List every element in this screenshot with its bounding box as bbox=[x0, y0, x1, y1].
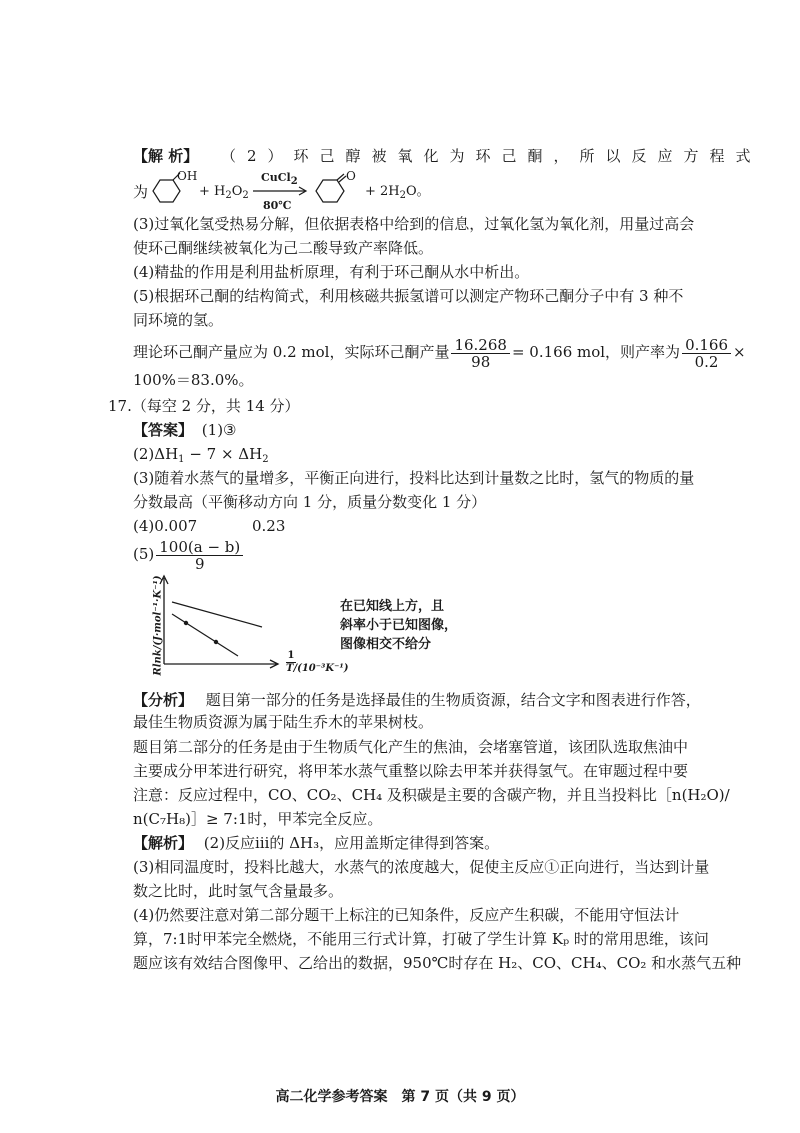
page-footer: 高二化学参考答案 第 7 页（共 9 页） bbox=[275, 1089, 525, 1105]
catalyst-top: CuCl$_2$ bbox=[261, 171, 298, 187]
answer-1-line bbox=[133, 420, 237, 440]
ketone-oxygen-label: O bbox=[346, 169, 356, 183]
analysis-part2-line-2: 主要成分甲苯进行研究，将甲苯水蒸气重整以除去甲苯并获得氢气。在审题过程中要 bbox=[133, 762, 689, 780]
jiexi-3-line-1: (3)相同温度时，投料比越大，水蒸气的浓度越大，促使主反应①正向进行，当达到计量 bbox=[133, 858, 710, 876]
answer-1: (1)③ bbox=[201, 421, 237, 439]
known-point-2 bbox=[214, 640, 218, 644]
equation-prefix: 为 bbox=[133, 183, 149, 201]
fenxi-label: 【分析】 bbox=[133, 691, 194, 709]
yield-times: × bbox=[733, 343, 746, 361]
yield-text-1: 理论环己酮产量应为 0.2 mol，实际环己酮产量 bbox=[133, 343, 450, 361]
jiexi-4-line-3: 题应该有效结合图像甲、乙给出的数据，950℃时存在 H₂、CO、CH₄、CO₂ 和水蒸气五种 bbox=[133, 954, 742, 972]
jiexi-2-line: 【解析】 (2)反应ⅲ的 ΔH₃，应用盖斯定律得到答案。 bbox=[133, 834, 500, 852]
h2o2-reactant: + $H_2O_2$ bbox=[199, 184, 249, 201]
yield-result: 100%＝83.0%。 bbox=[133, 371, 254, 389]
jiexi-4-line-2: 算，7:1时甲苯完全燃烧，不能用三行式计算，打破了学生计算 Kₚ 时的常用思维，该问 bbox=[133, 930, 709, 948]
analysis-section-line-2: 最佳生物质资源为属于陆生乔木的苹果树枝。 bbox=[133, 713, 434, 731]
water-product: + $2H_2O$。 bbox=[365, 184, 430, 201]
reaction-arrow bbox=[253, 186, 309, 196]
answer-4a: (4)0.007 bbox=[133, 517, 198, 535]
analysis-4: (4)精盐的作用是利用盐析原理，有利于环己酮从水中析出。 bbox=[133, 263, 530, 281]
analysis-3-line-1: (3)过氧化氢受热易分解，但依据表格中给到的信息，过氧化氢为氧化剂，用量过高会 bbox=[133, 215, 695, 233]
yield-fraction-2: $\frac{0.166}{0.2}$ bbox=[682, 337, 731, 370]
jiexi-3-line-2: 数之比时，此时氢气含量最多。 bbox=[133, 882, 344, 900]
graph-y-label: Rlnk/(J·mol⁻¹·K⁻¹) bbox=[152, 575, 164, 676]
analysis-section-line-1: 【分析】 题目第一部分的任务是选择最佳的生物质资源，结合文字和图表进行作答， bbox=[133, 691, 701, 709]
graph-x-label: 1 T/(10⁻³K⁻¹) bbox=[286, 650, 349, 674]
known-line bbox=[172, 614, 238, 656]
jiexi-label: 【解析】 bbox=[133, 834, 194, 852]
analysis-part2-line-4: n(C₇H₈)］≥ 7:1时，甲苯完全反应。 bbox=[133, 810, 383, 828]
answer-5-fraction: $\frac{100(a - b)}{9}$ bbox=[156, 539, 243, 572]
analysis-5-line-2: 同环境的氢。 bbox=[133, 311, 224, 329]
analysis-5-line-1: (5)根据环己酮的结构简式，利用核磁共振氢谱可以测定产物环己酮分子中有 3 种不 bbox=[133, 287, 684, 305]
analysis-label: 【解 析】 bbox=[133, 147, 199, 165]
question-17-header: 17.（每空 2 分，共 14 分） bbox=[108, 397, 300, 415]
answer-3-line-2: 分数最高（平衡移动方向 1 分，质量分数变化 1 分） bbox=[133, 493, 487, 511]
yield-calculation bbox=[133, 332, 746, 372]
known-point-1 bbox=[184, 621, 188, 625]
answer-3-line-1: (3)随着水蒸气的量增多，平衡正向进行，投料比达到计量数之比时，氢气的物质的量 bbox=[133, 469, 695, 487]
answer-4b: 0.23 bbox=[251, 517, 286, 535]
jiexi-4-line-1: (4)仍然要注意对第二部分题干上标注的已知条件，反应产生积碳，不能用守恒法计 bbox=[133, 906, 680, 924]
analysis-3-line-2: 使环己酮继续被氧化为己二酸导致产率降低。 bbox=[133, 239, 434, 257]
hydroxyl-label: OH bbox=[177, 169, 198, 183]
analysis-part2-line-1: 题目第二部分的任务是由于生物质气化产生的焦油，会堵塞管道，该团队选取焦油中 bbox=[133, 738, 689, 756]
analysis-part2-line-3: 注意：反应过程中，CO、CO₂、CH₄ 及积碳是主要的含碳产物，并且当投料比［n(H₂O)/ bbox=[133, 786, 730, 804]
analysis-paragraph-2 bbox=[133, 146, 762, 166]
yield-text-2: = 0.166 mol，则产率为 bbox=[511, 343, 681, 361]
answer-4 bbox=[133, 516, 285, 536]
answer-label: 【答案】 bbox=[133, 421, 194, 439]
answer-2: $(2)\Delta H_1 - 7 \times \Delta H_2$ bbox=[133, 445, 269, 465]
yield-fraction-1: $\frac{16.268}{98}$ bbox=[451, 337, 510, 370]
graph-note: 在已知线上方，且 斜率小于已知图像， 图像相交不给分 bbox=[340, 599, 458, 652]
analysis-text-2: （2）环己醇被氧化为环己酮，所以反应方程式 bbox=[221, 147, 762, 165]
catalyst-bottom: 80℃ bbox=[263, 199, 292, 212]
answer-5: (5) $\frac{100(a - b)}{9}$ bbox=[133, 534, 245, 574]
